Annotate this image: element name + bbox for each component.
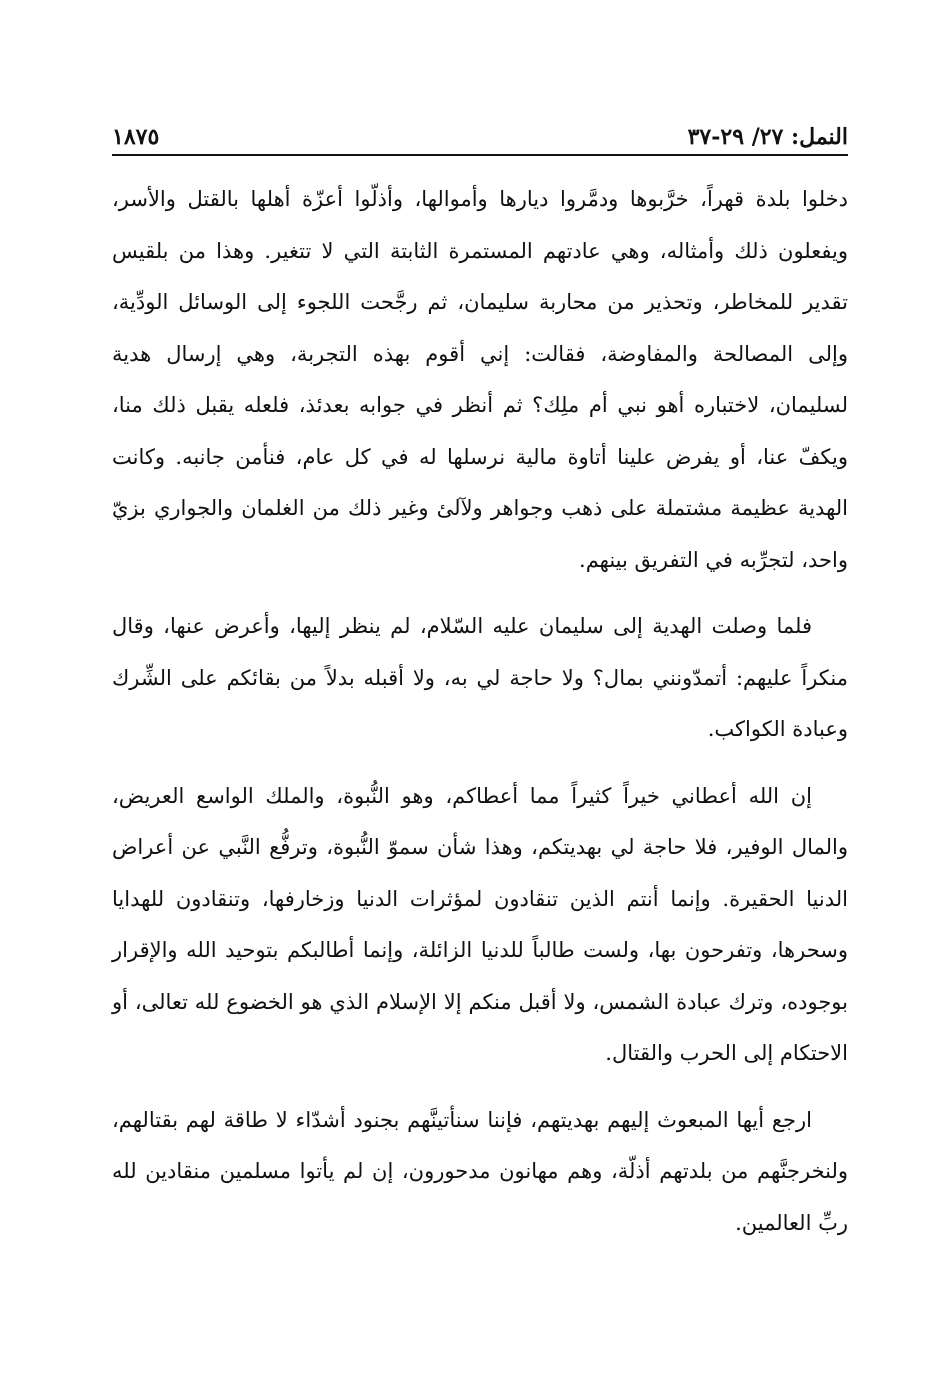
page-body <box>112 174 848 1249</box>
book-page <box>112 110 848 1249</box>
sura-reference: النمل: ٢٧/ ٢٩-٣٧ <box>687 124 848 150</box>
paragraph: دخلوا بلدة قهراً، خرَّبوها ودمَّروا ديارها وأموالها، وأذلّوا أعزّة أهلها بالقتل والأسر، ويفعلون ذلك وأمثاله، وهي عادتهم المستمرة الثابتة التي لا تتغير. وهذا من بلقيس تقدير للمخاطر، وتحذير من محاربة سليمان، ثم رجَّحت اللجوء إلى الوسائل الودِّية، وإلى المصالحة والمفاوضة، فقالت: إني أقوم بهذه التجربة، وهي إرسال هدية لسليمان، لاختباره أهو نبي أم ملِك؟ ثم أنظر في جوابه بعدئذ، فلعله يقبل ذلك منا، ويكفّ عنا، أو يفرض علينا أتاوة مالية نرسلها له في كل عام، فنأمن جانبه. وكانت الهدية عظيمة مشتملة على ذهب وجواهر ولآلئ وغير ذلك من الغلمان والجواري بزيّ واحد، لتجرِّبه في التفريق بينهم. <box>112 187 848 572</box>
running-header <box>112 110 848 156</box>
paragraph: فلما وصلت الهدية إلى سليمان عليه السّلام، لم ينظر إليها، وأعرض عنها، وقال منكراً عليهم: أتمدّونني بمال؟ ولا حاجة لي به، ولا أقبله بدلاً من بقائكم على الشِّرك وعبادة الكواكب. <box>112 614 848 741</box>
page-number: ١٨٧٥ <box>112 124 160 150</box>
paragraph: ارجع أيها المبعوث إليهم بهديتهم، فإننا سنأتينَّهم بجنود أشدّاء لا طاقة لهم بقتالهم، ولنخرجنَّهم من بلدتهم أذلّة، وهم مهانون مدحورون، إن لم يأتوا مسلمين منقادين لله ربِّ العالمين. <box>112 1107 848 1235</box>
paragraph: إن الله أعطاني خيراً كثيراً مما أعطاكم، وهو النُّبوة، والملك الواسع العريض، والمال الوفير، فلا حاجة لي بهديتكم، وهذا شأن سموّ النُّبوة، وترفُّع النَّبي عن أعراض الدنيا الحقيرة. وإنما أنتم الذين تنقادون لمؤثرات الدنيا وزخارفها، وتنقادون للهدايا وسحرها، وتفرحون بها، ولست طالباً للدنيا الزائلة، وإنما أطالبكم بتوحيد الله والإقرار بوجوده، وترك عبادة الشمس، ولا أقبل منكم إلا الإسلام الذي هو الخضوع لله تعالى، أو الاحتكام إلى الحرب والقتال. <box>112 783 848 1065</box>
